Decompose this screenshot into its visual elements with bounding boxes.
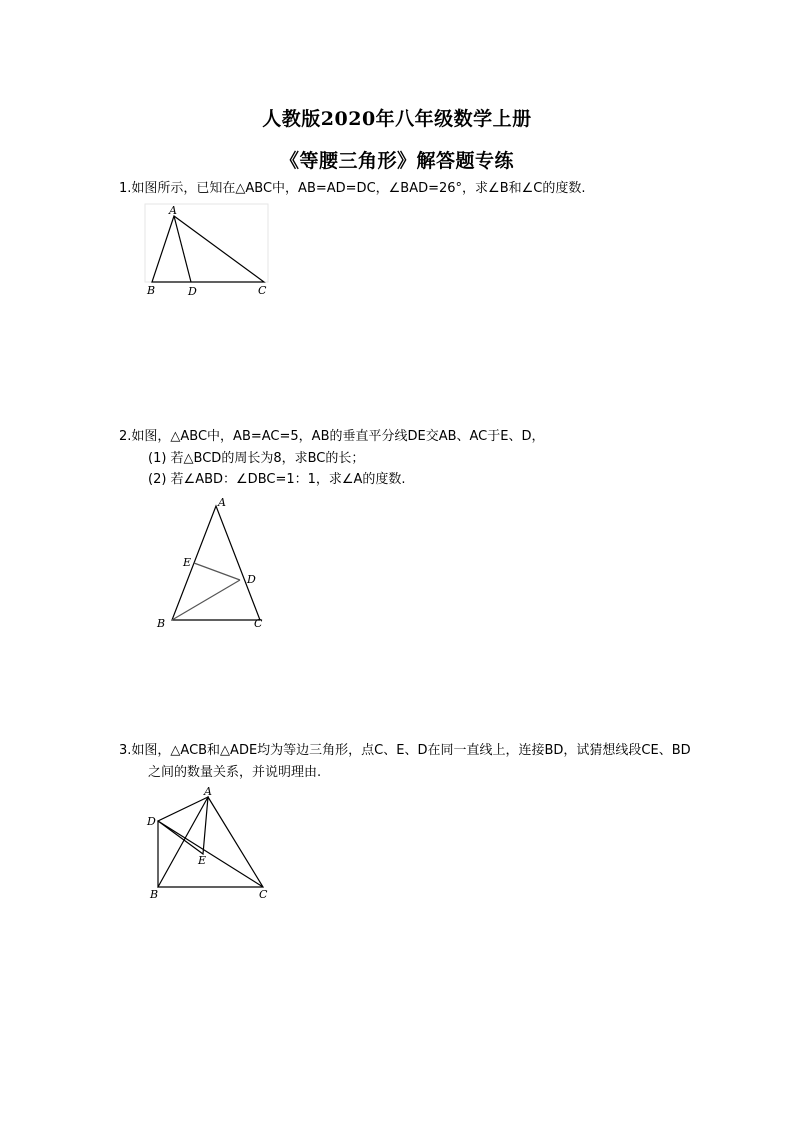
- question-2-figure: [150, 494, 280, 630]
- question-2-part-1: (1) 若△BCD的周长为8，求BC的长；: [148, 451, 365, 466]
- label-e: E: [198, 854, 207, 867]
- question-2-part-2: (2) 若∠ABD：∠DBC=1：1，求∠A的度数.: [148, 472, 406, 487]
- page-subtitle: 《等腰三角形》解答题专练: [279, 150, 514, 172]
- line-dc: [158, 821, 263, 887]
- segment-ed: [194, 563, 240, 580]
- triangle-acb: [158, 797, 263, 887]
- label-e: E: [183, 556, 192, 569]
- question-1-figure: [144, 202, 274, 297]
- question-3-text: 3.如图，△ACB和△ADE均为等边三角形，点C、E、D在同一直线上，连接BD，试猜想线段CE、BD: [119, 743, 691, 758]
- label-c: C: [258, 284, 267, 297]
- question-1-text: 1.如图所示，已知在△ABC中，AB=AD=DC，∠BAD=26°，求∠B和∠C的度数.: [119, 181, 586, 196]
- label-d: D: [188, 285, 197, 298]
- figure-1-frame: [145, 204, 268, 282]
- label-c: C: [259, 888, 268, 901]
- question-3-figure: [143, 784, 278, 904]
- label-a: A: [218, 496, 226, 509]
- label-d: D: [247, 573, 256, 586]
- label-c: C: [254, 617, 263, 630]
- segment-bd: [172, 580, 240, 620]
- label-b: B: [147, 284, 156, 297]
- label-b: B: [150, 888, 159, 901]
- question-3-text-line-2: 之间的数量关系，并说明理由.: [148, 765, 322, 780]
- label-b: B: [157, 617, 166, 630]
- label-d: D: [147, 815, 156, 828]
- label-a: A: [204, 785, 212, 798]
- question-2-text: 2.如图，△ABC中，AB=AC=5，AB的垂直平分线DE交AB、AC于E、D，: [119, 429, 545, 444]
- page-title: 人教版2020年八年级数学上册: [262, 108, 532, 130]
- label-a: A: [169, 204, 177, 217]
